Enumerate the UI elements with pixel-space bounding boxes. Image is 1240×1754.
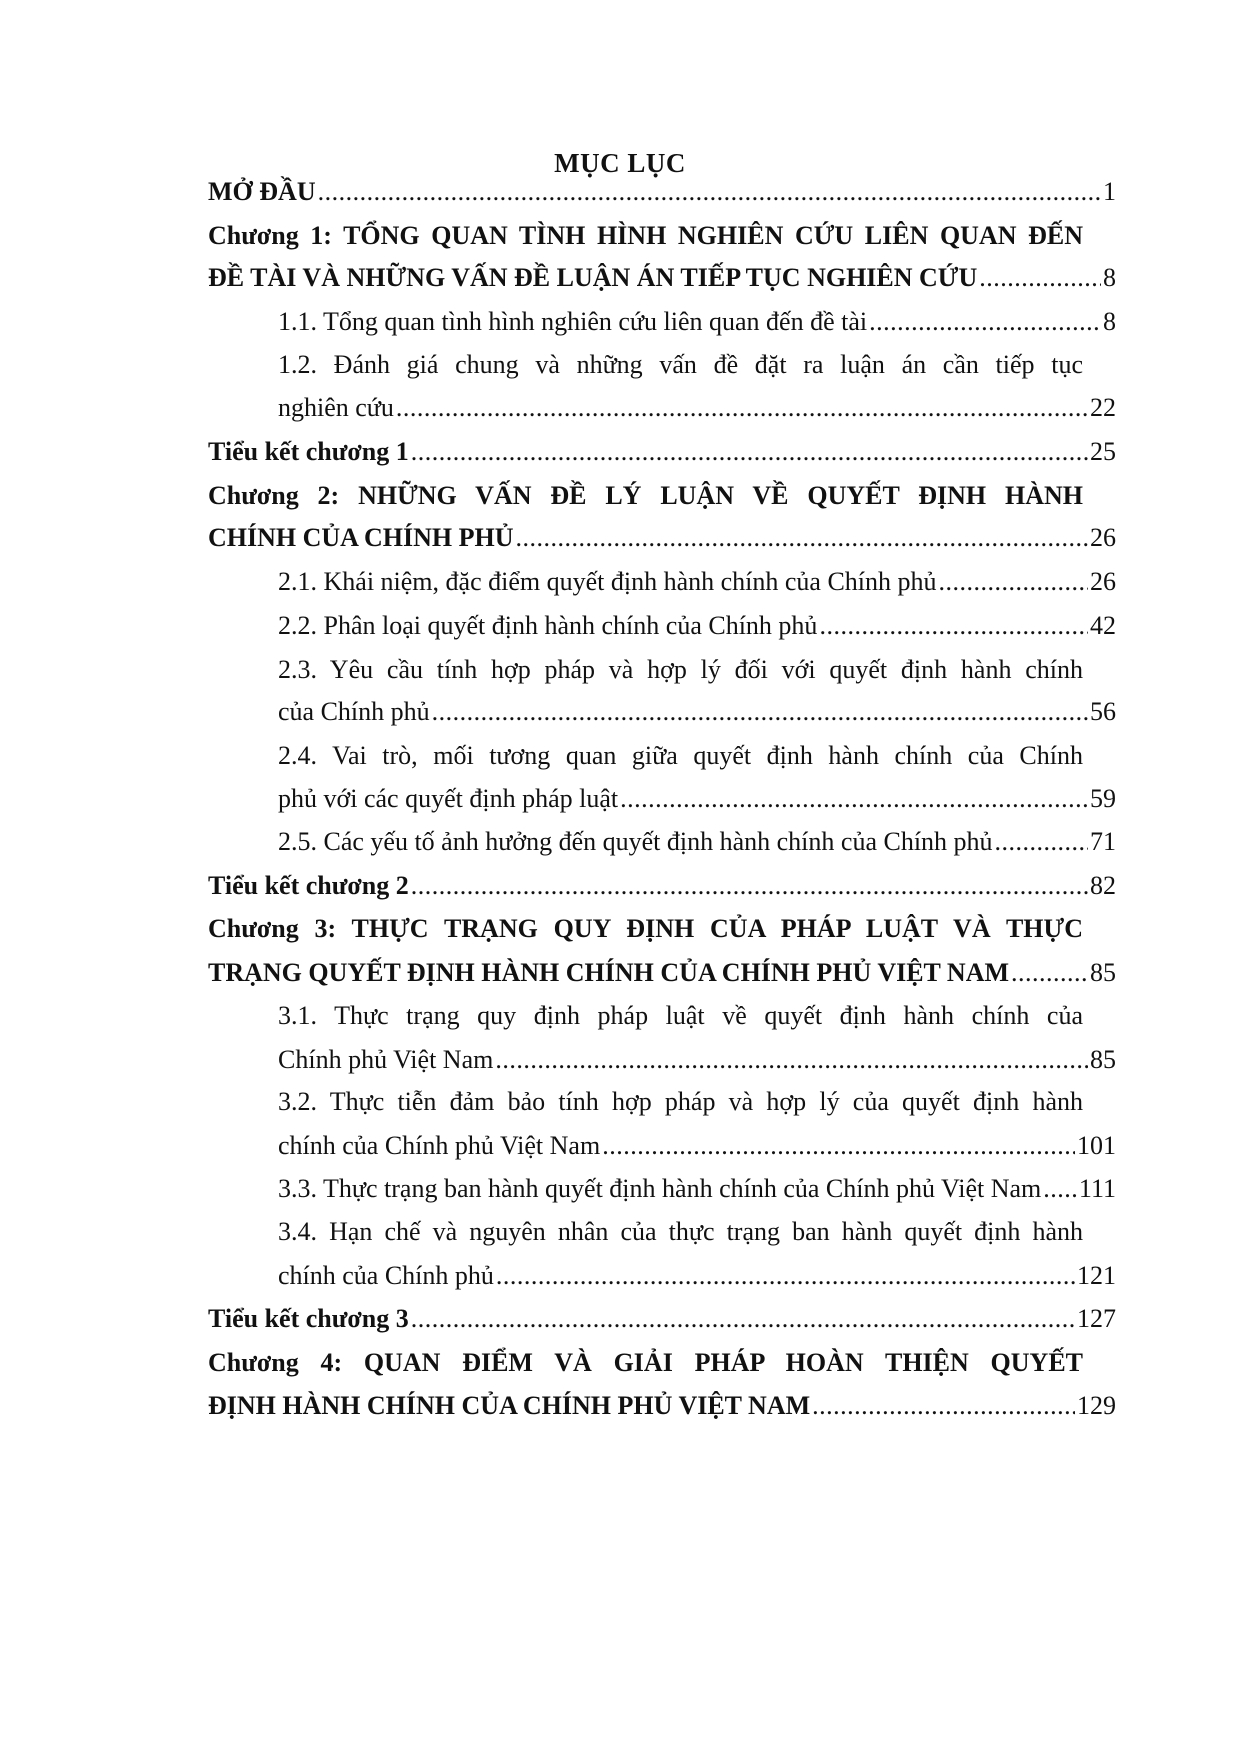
toc-entry-section-1-1[interactable] — [278, 302, 1116, 342]
toc-entry-title: Tiểu kết chương 1 — [208, 437, 409, 466]
toc-entry-section-2-4[interactable] — [278, 779, 1116, 819]
toc-entry-chapter-2[interactable] — [208, 518, 1116, 558]
toc-page-number: 111 — [1078, 1174, 1116, 1203]
toc-entry-title: 3.3. Thực trạng ban hành quyết định hành chính của Chính phủ Việt Nam — [278, 1174, 1042, 1203]
dot-leader — [819, 606, 1088, 646]
page-title: MỤC LỤC — [554, 148, 686, 178]
toc-page-number: 25 — [1090, 437, 1116, 466]
toc-entry-section-3-2-line1[interactable]: 3.2. Thực tiễn đảm bảo tính hợp pháp và hợp lý của quyết định hành — [278, 1087, 1083, 1116]
dot-leader — [396, 388, 1088, 428]
toc-entry-section-2-5[interactable] — [278, 822, 1116, 862]
dot-leader — [812, 1386, 1075, 1426]
toc-entry-section-1-2[interactable] — [278, 388, 1116, 428]
toc-entry-title: ĐỊNH HÀNH CHÍNH CỦA CHÍNH PHỦ VIỆT NAM — [208, 1391, 811, 1420]
toc-page-number: 8 — [1103, 307, 1116, 336]
toc-page-number: 129 — [1077, 1391, 1116, 1420]
toc-entry-title: ĐỀ TÀI VÀ NHỮNG VẤN ĐỀ LUẬN ÁN TIẾP TỤC NGHIÊN CỨU — [208, 263, 978, 292]
toc-entry-summary-chapter-3[interactable] — [208, 1299, 1116, 1339]
toc-entry-section-3-1[interactable] — [278, 1040, 1116, 1080]
toc-entry-title: 2.5. Các yếu tố ảnh hưởng đến quyết định hành chính của Chính phủ — [278, 827, 993, 856]
dot-leader — [995, 822, 1088, 862]
dot-leader — [602, 1126, 1075, 1166]
toc-entry-section-2-3-line1[interactable]: 2.3. Yêu cầu tính hợp pháp và hợp lý đối với quyết định hành chính — [278, 655, 1083, 684]
toc-entry-title: chính của Chính phủ Việt Nam — [278, 1131, 601, 1160]
toc-entry-title: 2.2. Phân loại quyết định hành chính của Chính phủ — [278, 611, 818, 640]
dot-leader — [979, 258, 1101, 298]
toc-page-number: 26 — [1090, 523, 1116, 552]
toc-entry-title: Tiểu kết chương 2 — [208, 871, 409, 900]
toc-entry-section-2-2[interactable] — [278, 606, 1116, 646]
toc-page-number: 8 — [1103, 263, 1116, 292]
toc-page-number: 127 — [1077, 1304, 1116, 1333]
toc-page-number: 42 — [1090, 611, 1116, 640]
dot-leader — [1011, 953, 1088, 993]
toc-entry-chapter-1[interactable] — [208, 258, 1116, 298]
toc-page-number: 59 — [1090, 784, 1116, 813]
toc-entry-section-1-2-line1[interactable]: 1.2. Đánh giá chung và những vấn đề đặt ra luận án cần tiếp tục — [278, 350, 1083, 379]
toc-entry-section-3-1-line1[interactable]: 3.1. Thực trạng quy định pháp luật về quyết định hành chính của — [278, 1001, 1083, 1030]
toc-entry-title: nghiên cứu — [278, 393, 394, 422]
toc-entry-chapter-3-line1[interactable]: Chương 3: THỰC TRẠNG QUY ĐỊNH CỦA PHÁP LUẬT VÀ THỰC — [208, 914, 1083, 943]
toc-entry-title: CHÍNH CỦA CHÍNH PHỦ — [208, 523, 514, 552]
dot-leader — [869, 302, 1101, 342]
toc-entry-section-2-3[interactable] — [278, 692, 1116, 732]
dot-leader — [1043, 1169, 1077, 1209]
toc-entry-chapter-4[interactable] — [208, 1386, 1116, 1426]
toc-entry-chapter-1-line1[interactable]: Chương 1: TỔNG QUAN TÌNH HÌNH NGHIÊN CỨU LIÊN QUAN ĐẾN — [208, 221, 1083, 250]
toc-page-number: 101 — [1077, 1131, 1116, 1160]
toc-entry-section-3-2[interactable] — [278, 1126, 1116, 1166]
dot-leader — [496, 1256, 1075, 1296]
dot-leader — [495, 1040, 1088, 1080]
toc-page-number: 82 — [1090, 871, 1116, 900]
toc-entry-section-3-4[interactable] — [278, 1256, 1116, 1296]
toc-entry-section-2-4-line1[interactable]: 2.4. Vai trò, mối tương quan giữa quyết định hành chính của Chính — [278, 741, 1083, 770]
toc-entry-title: chính của Chính phủ — [278, 1261, 494, 1290]
toc-entry-title: Tiểu kết chương 3 — [208, 1304, 409, 1333]
dot-leader — [411, 432, 1088, 472]
toc-entry-chapter-3[interactable] — [208, 953, 1116, 993]
toc-entry-title: 2.1. Khái niệm, đặc điểm quyết định hành chính của Chính phủ — [278, 567, 937, 596]
toc-entry-section-3-3[interactable] — [278, 1169, 1116, 1209]
toc-page-number: 85 — [1090, 958, 1116, 987]
toc-entry-mo-dau[interactable] — [208, 172, 1116, 212]
toc-entry-title: TRẠNG QUYẾT ĐỊNH HÀNH CHÍNH CỦA CHÍNH PHỦ VIỆT NAM — [208, 958, 1010, 987]
toc-entry-title: Chính phủ Việt Nam — [278, 1045, 494, 1074]
toc-page-number: 22 — [1090, 393, 1116, 422]
toc-entry-chapter-2-line1[interactable]: Chương 2: NHỮNG VẤN ĐỀ LÝ LUẬN VỀ QUYẾT ĐỊNH HÀNH — [208, 481, 1083, 510]
toc-entry-section-2-1[interactable] — [278, 562, 1116, 602]
toc-entry-title: phủ với các quyết định pháp luật — [278, 784, 619, 813]
toc-entry-chapter-4-line1[interactable]: Chương 4: QUAN ĐIỂM VÀ GIẢI PHÁP HOÀN THIỆN QUYẾT — [208, 1348, 1083, 1377]
toc-page-number: 121 — [1077, 1261, 1116, 1290]
dot-leader — [411, 866, 1088, 906]
dot-leader — [432, 692, 1088, 732]
toc-page-number: 1 — [1103, 177, 1116, 206]
dot-leader — [318, 172, 1101, 212]
toc-page-number: 71 — [1090, 827, 1116, 856]
dot-leader — [516, 518, 1088, 558]
toc-entry-summary-chapter-1[interactable] — [208, 432, 1116, 472]
toc-page-number: 56 — [1090, 697, 1116, 726]
dot-leader — [620, 779, 1088, 819]
dot-leader — [939, 562, 1088, 602]
toc-entry-title: của Chính phủ — [278, 697, 430, 726]
toc-entry-section-3-4-line1[interactable]: 3.4. Hạn chế và nguyên nhân của thực trạng ban hành quyết định hành — [278, 1217, 1083, 1246]
toc-page-number: 85 — [1090, 1045, 1116, 1074]
toc-entry-title: MỞ ĐẦU — [208, 177, 316, 206]
toc-entry-summary-chapter-2[interactable] — [208, 866, 1116, 906]
dot-leader — [411, 1299, 1075, 1339]
toc-page-number: 26 — [1090, 567, 1116, 596]
toc-entry-title: 1.1. Tổng quan tình hình nghiên cứu liên quan đến đề tài — [278, 307, 868, 336]
